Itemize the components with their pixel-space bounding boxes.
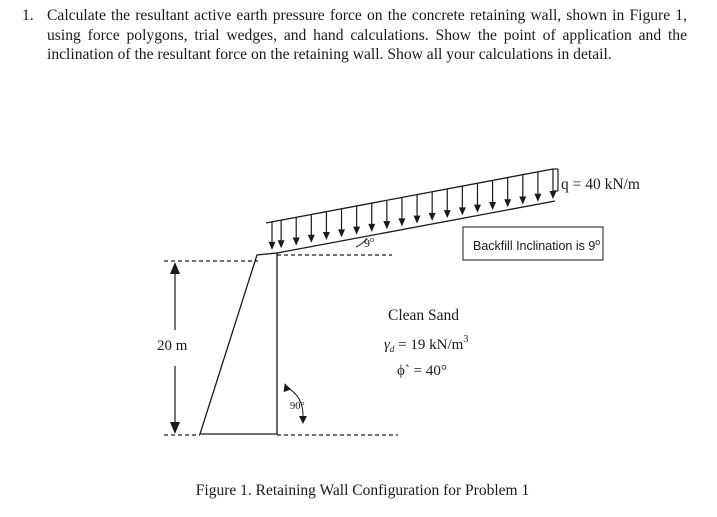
surcharge-arrow-head	[293, 238, 300, 246]
surcharge-arrow-head	[504, 199, 511, 207]
surcharge-arrow-head	[444, 210, 451, 218]
surcharge-arrow-head	[474, 205, 481, 213]
slope-angle-label: 9$^o$	[364, 235, 374, 250]
height-label: 20 m	[157, 338, 188, 354]
problem-number: 1.	[22, 7, 34, 24]
surcharge-arrow-head	[278, 240, 285, 248]
problem-text: Calculate the resultant active earth pressure force on the concrete retaining wall, shown in Figure 1, using force polygons, trial wedges, and hand calculations. Show the point of application and the inclination of the resultant force on the retaining wall. Show all your calculations in detail.	[47, 7, 687, 63]
surcharge-arrow-head	[519, 196, 526, 204]
backfill-inclination-label: Backfill Inclination is 9$^o$	[473, 237, 601, 253]
surcharge-arrow-head	[308, 235, 315, 243]
friction-angle-label: ϕ` = 40°	[397, 363, 447, 379]
surcharge-arrow-head	[489, 202, 496, 210]
surcharge-arrow-head	[269, 242, 276, 250]
surcharge-top-line	[266, 169, 553, 223]
surcharge-arrow-head	[368, 224, 375, 232]
unit-weight-label: $\gamma_d = 19$ $kN/m^3$	[384, 334, 469, 354]
surcharge-arrow-head	[398, 218, 405, 226]
surcharge-arrow-head	[414, 216, 421, 224]
surcharge-arrow-head	[353, 227, 360, 235]
surcharge-arrow-head	[323, 232, 330, 240]
surcharge-arrow-head	[534, 194, 541, 202]
heel-angle-label: 90°	[290, 401, 305, 412]
surcharge-arrow-head	[550, 191, 557, 199]
soil-name: Clean Sand	[388, 307, 460, 324]
surcharge-arrow-head	[459, 207, 466, 215]
retaining-wall	[200, 253, 277, 434]
surcharge-arrow-head	[383, 221, 390, 229]
surcharge-label: q = 40 kN/m	[561, 176, 640, 193]
surcharge-arrow-head	[429, 213, 436, 221]
surcharge-arrow-head	[338, 229, 345, 237]
figure-caption: Figure 1. Retaining Wall Configuration for Problem 1	[195, 482, 530, 499]
